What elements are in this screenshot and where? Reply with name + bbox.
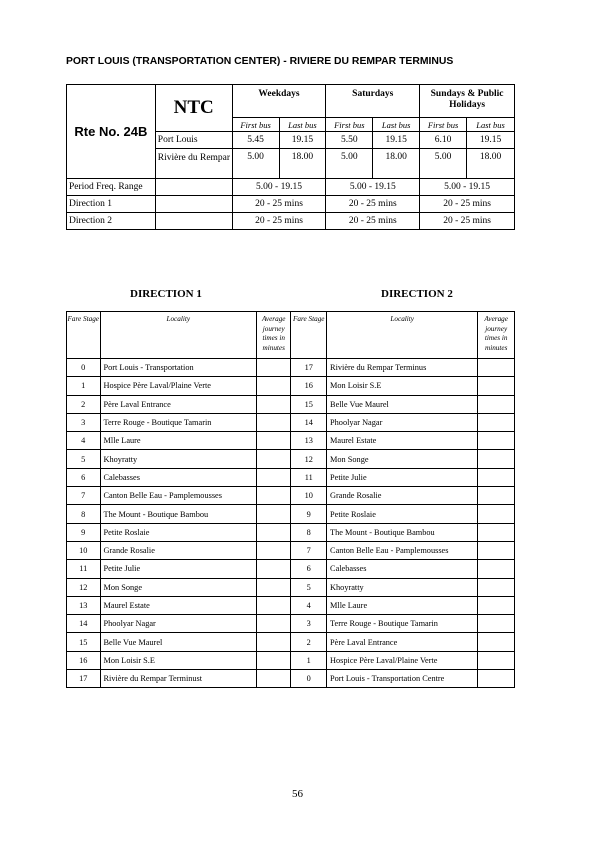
avg-time-cell <box>256 651 291 669</box>
fare-stage-cell: 16 <box>67 651 101 669</box>
locality-cell: Mon Songe <box>100 578 256 596</box>
avg-time-cell <box>478 523 515 541</box>
locality-cell: Petite Julie <box>327 468 478 486</box>
operator-name: NTC <box>155 85 232 132</box>
table-row <box>67 359 515 377</box>
locality-cell: Phoolyar Nagar <box>100 615 256 633</box>
locality-cell: Khoyratty <box>100 450 256 468</box>
frequency-cell: 20 - 25 mins <box>420 196 515 213</box>
avg-time-cell <box>478 395 515 413</box>
table-row <box>67 670 515 688</box>
avg-time-cell <box>256 523 291 541</box>
fare-stage-cell: 4 <box>67 432 101 450</box>
last-bus-header: Last bus <box>279 118 326 132</box>
fare-stage-cell: 8 <box>291 523 327 541</box>
avg-time-header: Average journey times in minutes <box>256 312 291 359</box>
fare-stage-cell: 4 <box>291 596 327 614</box>
locality-cell: The Mount - Boutique Bambou <box>327 523 478 541</box>
fare-stage-cell: 0 <box>291 670 327 688</box>
avg-time-cell <box>256 359 291 377</box>
avg-time-cell <box>256 505 291 523</box>
time-cell: 18.00 <box>373 149 420 179</box>
locality-cell: Canton Belle Eau - Pamplemousses <box>327 541 478 559</box>
direction-1-title: DIRECTION 1 <box>130 288 202 300</box>
fare-stage-cell: 3 <box>291 615 327 633</box>
page-title: PORT LOUIS (TRANSPORTATION CENTER) - RIVIERE DU REMPAR TERMINUS <box>66 56 454 67</box>
locality-cell: Belle Vue Maurel <box>100 633 256 651</box>
table-row <box>67 450 515 468</box>
fare-stage-cell: 12 <box>67 578 101 596</box>
locality-cell: Maurel Estate <box>327 432 478 450</box>
first-bus-header: First bus <box>232 118 279 132</box>
locality-cell: Petite Roslaie <box>100 523 256 541</box>
table-row <box>67 413 515 431</box>
fare-stage-cell: 17 <box>291 359 327 377</box>
table-row <box>67 633 515 651</box>
fare-stage-cell: 5 <box>291 578 327 596</box>
frequency-cell: 20 - 25 mins <box>420 213 515 230</box>
time-cell: 5.00 <box>326 149 373 179</box>
locality-header: Locality <box>100 312 256 359</box>
avg-time-cell <box>256 432 291 450</box>
locality-cell: Calebasses <box>100 468 256 486</box>
table-row <box>67 541 515 559</box>
locality-cell: Terre Rouge - Boutique Tamarin <box>327 615 478 633</box>
avg-time-cell <box>256 615 291 633</box>
locality-cell: Calebasses <box>327 560 478 578</box>
locality-cell: Port Louis - Transportation Centre <box>327 670 478 688</box>
fare-stage-rows <box>67 359 515 688</box>
fare-stage-header: Fare Stage <box>291 312 327 359</box>
terminus-name: Rivière du Rempar <box>155 149 232 179</box>
locality-cell: Mlle Laure <box>100 432 256 450</box>
table-row <box>67 560 515 578</box>
avg-time-cell <box>256 541 291 559</box>
locality-cell: Hospice Père Laval/Plaine Verte <box>327 651 478 669</box>
avg-time-cell <box>256 670 291 688</box>
fare-stage-cell: 5 <box>67 450 101 468</box>
table-row <box>67 377 515 395</box>
locality-cell: Grande Rosalie <box>100 541 256 559</box>
page-number: 56 <box>292 788 303 800</box>
locality-cell: Terre Rouge - Boutique Tamarin <box>100 413 256 431</box>
table-row <box>67 615 515 633</box>
locality-cell: Père Laval Entrance <box>327 633 478 651</box>
avg-time-cell <box>478 377 515 395</box>
fare-stage-cell: 8 <box>67 505 101 523</box>
fare-stage-cell: 9 <box>67 523 101 541</box>
range-cell: 5.00 - 19.15 <box>420 179 515 196</box>
avg-time-cell <box>478 413 515 431</box>
frequency-cell: 20 - 25 mins <box>326 213 420 230</box>
fare-stage-cell: 2 <box>67 395 101 413</box>
avg-time-cell <box>256 377 291 395</box>
locality-cell: Grande Rosalie <box>327 487 478 505</box>
avg-time-cell <box>478 651 515 669</box>
locality-cell: Phoolyar Nagar <box>327 413 478 431</box>
table-row <box>67 596 515 614</box>
last-bus-header: Last bus <box>373 118 420 132</box>
avg-time-cell <box>478 359 515 377</box>
avg-time-header: Average journey times in minutes <box>478 312 515 359</box>
table-row <box>67 395 515 413</box>
empty-cell <box>155 196 232 213</box>
avg-time-cell <box>478 450 515 468</box>
weekdays-header: Weekdays <box>232 85 326 118</box>
avg-time-cell <box>256 578 291 596</box>
fare-stage-cell: 2 <box>291 633 327 651</box>
locality-cell: Rivière du Rempar Terminust <box>100 670 256 688</box>
locality-cell: Canton Belle Eau - Pamplemousses <box>100 487 256 505</box>
table-row <box>67 487 515 505</box>
frequency-cell: 20 - 25 mins <box>232 196 326 213</box>
avg-time-cell <box>256 633 291 651</box>
fare-stage-cell: 13 <box>67 596 101 614</box>
table-row <box>67 578 515 596</box>
fare-stage-table <box>66 311 515 688</box>
fare-stage-cell: 12 <box>291 450 327 468</box>
avg-time-cell <box>478 560 515 578</box>
locality-cell: Hospice Père Laval/Plaine Verte <box>100 377 256 395</box>
terminus-name: Port Louis <box>155 132 232 149</box>
fare-stage-cell: 10 <box>291 487 327 505</box>
fare-stage-header: Fare Stage <box>67 312 101 359</box>
frequency-cell: 20 - 25 mins <box>326 196 420 213</box>
locality-cell: Rivière du Rempar Terminus <box>327 359 478 377</box>
table-row <box>67 505 515 523</box>
avg-time-cell <box>256 560 291 578</box>
avg-time-cell <box>478 505 515 523</box>
locality-cell: Port Louis - Transportation <box>100 359 256 377</box>
locality-cell: Maurel Estate <box>100 596 256 614</box>
frequency-cell: 20 - 25 mins <box>232 213 326 230</box>
empty-cell <box>155 179 232 196</box>
fare-stage-cell: 1 <box>67 377 101 395</box>
locality-cell: Khoyratty <box>327 578 478 596</box>
time-cell: 19.15 <box>467 132 515 149</box>
fare-stage-cell: 13 <box>291 432 327 450</box>
table-row <box>67 651 515 669</box>
avg-time-cell <box>478 468 515 486</box>
schedule-table <box>66 84 515 230</box>
fare-stage-cell: 14 <box>67 615 101 633</box>
locality-cell: Mon Songe <box>327 450 478 468</box>
time-cell: 18.00 <box>467 149 515 179</box>
locality-header: Locality <box>327 312 478 359</box>
first-bus-header: First bus <box>326 118 373 132</box>
avg-time-cell <box>256 468 291 486</box>
avg-time-cell <box>256 596 291 614</box>
table-row <box>67 468 515 486</box>
fare-stage-cell: 15 <box>291 395 327 413</box>
time-cell: 19.15 <box>279 132 326 149</box>
sundays-header: Sundays & Public Holidays <box>420 85 515 118</box>
fare-stage-cell: 14 <box>291 413 327 431</box>
route-number: Rte No. 24B <box>67 85 156 179</box>
avg-time-cell <box>478 670 515 688</box>
locality-cell: Belle Vue Maurel <box>327 395 478 413</box>
avg-time-cell <box>478 541 515 559</box>
fare-stage-cell: 7 <box>67 487 101 505</box>
last-bus-header: Last bus <box>467 118 515 132</box>
fare-stage-cell: 1 <box>291 651 327 669</box>
avg-time-cell <box>478 596 515 614</box>
fare-stage-cell: 11 <box>291 468 327 486</box>
fare-stage-cell: 9 <box>291 505 327 523</box>
first-bus-header: First bus <box>420 118 467 132</box>
fare-stage-cell: 6 <box>291 560 327 578</box>
fare-stage-cell: 11 <box>67 560 101 578</box>
time-cell: 5.50 <box>326 132 373 149</box>
direction-2-title: DIRECTION 2 <box>381 288 453 300</box>
table-row <box>67 432 515 450</box>
row-label: Period Freq. Range <box>67 179 156 196</box>
avg-time-cell <box>478 432 515 450</box>
fare-stage-cell: 6 <box>67 468 101 486</box>
fare-stage-cell: 3 <box>67 413 101 431</box>
avg-time-cell <box>478 487 515 505</box>
locality-cell: Père Laval Entrance <box>100 395 256 413</box>
time-cell: 18.00 <box>279 149 326 179</box>
table-row <box>67 523 515 541</box>
range-cell: 5.00 - 19.15 <box>326 179 420 196</box>
fare-stage-cell: 10 <box>67 541 101 559</box>
avg-time-cell <box>256 487 291 505</box>
avg-time-cell <box>478 578 515 596</box>
avg-time-cell <box>478 615 515 633</box>
locality-cell: Mlle Laure <box>327 596 478 614</box>
locality-cell: Mon Loisir S.E <box>100 651 256 669</box>
locality-cell: Mon Loisir S.E <box>327 377 478 395</box>
fare-stage-cell: 7 <box>291 541 327 559</box>
locality-cell: The Mount - Boutique Bambou <box>100 505 256 523</box>
fare-stage-cell: 0 <box>67 359 101 377</box>
row-label: Direction 2 <box>67 213 156 230</box>
saturdays-header: Saturdays <box>326 85 420 118</box>
time-cell: 6.10 <box>420 132 467 149</box>
fare-stage-cell: 16 <box>291 377 327 395</box>
time-cell: 5.00 <box>420 149 467 179</box>
row-label: Direction 1 <box>67 196 156 213</box>
avg-time-cell <box>256 413 291 431</box>
avg-time-cell <box>478 633 515 651</box>
empty-cell <box>155 213 232 230</box>
fare-stage-cell: 17 <box>67 670 101 688</box>
fare-stage-cell: 15 <box>67 633 101 651</box>
range-cell: 5.00 - 19.15 <box>232 179 326 196</box>
time-cell: 5.00 <box>232 149 279 179</box>
time-cell: 5.45 <box>232 132 279 149</box>
avg-time-cell <box>256 450 291 468</box>
time-cell: 19.15 <box>373 132 420 149</box>
avg-time-cell <box>256 395 291 413</box>
locality-cell: Petite Roslaie <box>327 505 478 523</box>
locality-cell: Petite Julie <box>100 560 256 578</box>
